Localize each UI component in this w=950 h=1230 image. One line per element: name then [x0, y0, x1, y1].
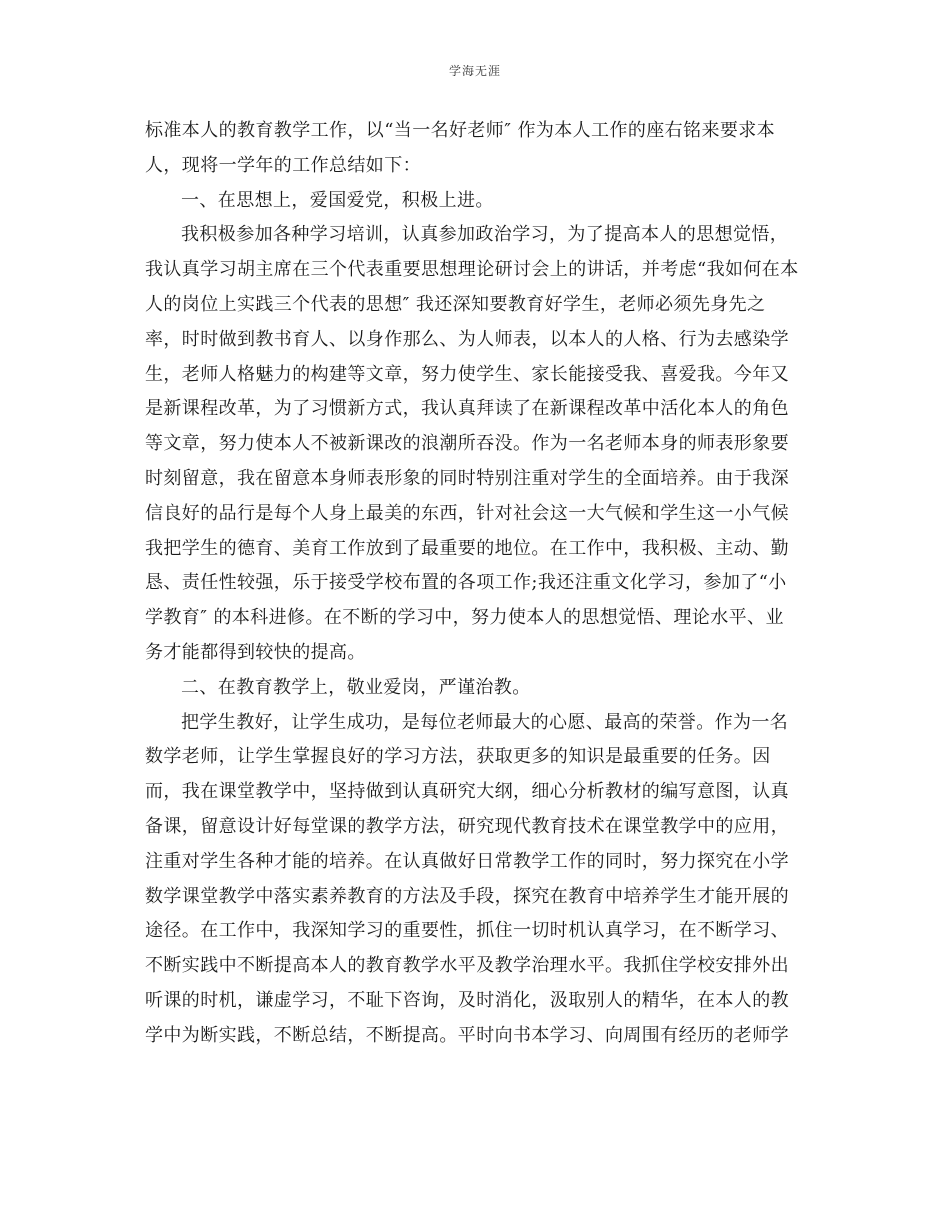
page-header: 学海无涯 [448, 64, 501, 78]
text-line: 率，时时做到教书育人、以身作那么、为人师表，以本人的人格、行为去感染学 [145, 328, 789, 350]
text-line: 途径。在工作中，我深知学习的重要性，抓住一切时机认真学习，在不断学习、 [145, 920, 789, 942]
text-line: 数学课堂教学中落实素养教育的方法及手段，探究在教育中培养学生才能开展的 [145, 885, 789, 907]
text-line: 时刻留意，我在留意本身师表形象的同时特别注重对学生的全面培养。由于我深 [145, 467, 789, 489]
text-line: 把学生教好，让学生成功，是每位老师最大的心愿、最高的荣誉。作为一名 [181, 711, 789, 733]
text-line: 学中为断实践，不断总结，不断提高。平时向书本学习、向周围有经历的老师学 [145, 1024, 789, 1046]
text-line: 是新课程改革，为了习惯新方式，我认真拜读了在新课程改革中活化本人的角色 [145, 398, 789, 420]
text-line: 二、在教育教学上，敬业爱岗，严谨治教。 [181, 676, 531, 698]
text-line: 务才能都得到较快的提高。 [145, 641, 366, 663]
text-line: 人，现将一学年的工作总结如下： [145, 154, 421, 176]
text-line: 人的岗位上实践三个代表的思想″ 我还深知要教育好学生，老师必须先身先之 [145, 293, 766, 315]
text-line: 不断实践中不断提高本人的教育教学水平及教学治理水平。我抓住学校安排外出 [145, 955, 789, 977]
text-line: 恳、责任性较强，乐于接受学校布置的各项工作;我还注重文化学习，参加了“小 [145, 572, 787, 594]
text-line: 我认真学习胡主席在三个代表重要思想理论研讨会上的讲话，并考虑“我如何在本 [145, 259, 799, 281]
document-body [145, 114, 805, 1054]
text-line: 一、在思想上，爱国爱党，积极上进。 [181, 189, 494, 211]
text-line: 数学老师，让学生掌握良好的学习方法，获取更多的知识是最重要的任务。因 [145, 746, 771, 768]
text-line: 生，老师人格魅力的构建等文章，努力使学生、家长能接受我、喜爱我。今年又 [145, 363, 789, 385]
text-line: 等文章，努力使本人不被新课改的浪潮所吞没。作为一名老师本身的师表形象要 [145, 433, 789, 455]
text-line: 标准本人的教育教学工作，以“当一名好老师″ 作为本人工作的座右铭来要求本 [145, 120, 776, 141]
text-line: 而，我在课堂教学中，坚持做到认真研究大纲，细心分析教材的编写意图，认真 [145, 781, 789, 803]
text-line: 学教育″ 的本科进修。在不断的学习中，努力使本人的思想觉悟、理论水平、业 [145, 607, 784, 629]
text-line: 我积极参加各种学习培训，认真参加政治学习，为了提高本人的思想觉悟， [181, 224, 789, 246]
text-line: 备课，留意设计好每堂课的教学方法，研究现代教育技术在课堂教学中的应用， [145, 815, 789, 837]
text-line: 我把学生的德育、美育工作放到了最重要的地位。在工作中，我积极、主动、勤 [145, 537, 789, 559]
text-line: 信良好的品行是每个人身上最美的东西，针对社会这一大气候和学生这一小气候 [145, 502, 789, 524]
text-line: 听课的时机，谦虚学习，不耻下咨询，及时消化，汲取别人的精华，在本人的教 [145, 989, 789, 1011]
text-line: 注重对学生各种才能的培养。在认真做好日常教学工作的同时，努力探究在小学 [145, 850, 789, 872]
